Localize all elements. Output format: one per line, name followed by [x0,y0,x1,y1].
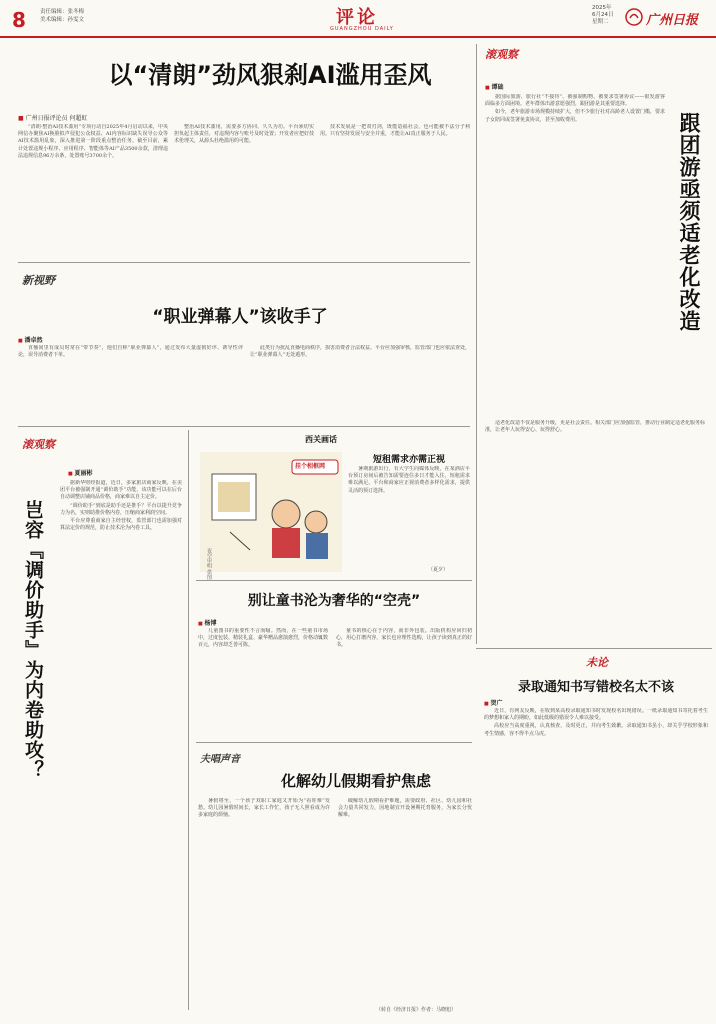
bottom-headline: 化解幼儿假期看护焦虑 [280,772,431,790]
right-bottom-paragraph-2: 高校应当高度重视，认真核查，及时更正，并向考生致歉。录取通知书虽小，却关乎学校形象和考生情感，容不得半点马虎。 [484,723,708,737]
bottom-tag: 夫唱声音 [200,754,240,765]
mid-paragraph-2: 此类行为扰乱直播电商秩序，损害消费者合法权益。平台应加强审核，监管部门也应依法查处，让“职业弹幕人”无处遁形。 [250,345,470,359]
cartoon-tag: 西关画话 [305,435,337,444]
section-title: 评论 [336,7,378,28]
logo-icon [625,8,643,26]
left-col-paragraph-2: “调价助手”到底是助手还是推手？平台以提升竞争力为名，实则助推价格内卷，压缩商家利润空间。 [60,502,182,516]
masthead [0,0,716,40]
mid2-paragraph-2: 童书的核心在于内容，而非外包装。出版机构应回归初心，用心打磨内容，家长也应理性选购，让孩子读到真正的好书。 [336,628,472,649]
right-top-body-1 [485,94,665,414]
mid-body-left [18,345,243,420]
date-line-3: 星期二 [592,19,609,25]
right-top-title: 跟团游亟须适老化改造 [677,112,702,332]
bottom-body-left [198,798,330,1003]
left-col-tag: 滚观察 [22,438,55,451]
cartoon-credit-text: 夜空申明 供图 [206,548,212,580]
right-bottom-body [484,708,708,1008]
right-top-author: ■ 谭础 [485,82,503,91]
lead-byline-text: 广州日报评论员 何超虹 [25,115,88,122]
right-bottom-headline: 录取通知书写错校名太不该 [517,680,674,695]
cartoon-credit [202,548,212,580]
lead-byline: ■ 广州日报评论员 何超虹 [18,115,88,122]
section-subtitle: GUANGZHOU DAILY [330,26,394,32]
lead-column-2 [174,124,314,256]
page-number: 8 [12,8,26,32]
left-col-body [60,480,182,1000]
lead-column-3 [320,124,470,256]
mid2-headline: 别让童书沦为奢华的“空壳” [247,593,421,609]
bottom-body-right [338,798,472,998]
left-col-paragraph-3: 平台应尊重商家自主经营权，监管部门也需加强对算法定价的规范，防止技术沦为内卷工具。 [60,518,182,532]
paper-logo [625,7,709,29]
mid-tag: 新视野 [22,274,55,287]
mid-body-right [250,345,470,420]
lead-paragraph-3: 技术发展是一把双刃剑，既能造福社会，也可能被不法分子利用。只有坚持发展与安全并重，才能让AI真正服务于人民。 [320,124,470,138]
left-col-paragraph-1: 据新华财经报道，近日，多家旅店商家反映，在美团平台被强制开通“调价助手”功能，该功能可以在后台自动调整店铺商品价格，商家难以自主定价。 [60,480,182,501]
cartoon-body [348,466,470,562]
mid2-body-right [336,628,472,736]
mid2-author: ■ 杨博 [198,618,216,627]
right-top-paragraph-3: 适老化改造不仅是服务升级，更是社会责任。相关部门应加强监管，推动行业制定适老化服务标准，让老年人玩得安心、玩得舒心。 [485,420,705,434]
bottom-paragraph-1: 暑假将至，一个孩子双职工家庭又开始为“看娃难”发愁。幼儿园暑假时间长，家长工作忙，孩子无人照看成为许多家庭的烦恼。 [198,798,330,819]
right-top-paragraph-2: 如今，老年旅游市场规模持续扩大，但不少旅行社对高龄老人设置门槛，要求子女陪同或签署免责协议，甚至加收费用。 [485,109,665,123]
mid-headline: “职业弹幕人”该收手了 [152,307,328,327]
editor-line-2: 美术编辑：孙雯文 [40,17,85,23]
lead-paragraph-2: 整治AI技术滥用，需要多方协同、久久为功。平台须切实担负起主体责任，对违规内容与账号及时处置；开发者应把好技术伦理关，从源头杜绝滥用的可能。 [174,124,314,145]
left-col-author: ■ 夏丽彬 [68,468,92,477]
right-bottom-tag: 未论 [586,656,608,669]
right-bottom-author: ■ 贺广 [484,698,502,707]
cartoon-headline: 短租需求亦需正视 [372,455,445,465]
bottom-paragraph-2: 破解幼儿假期看护难题，需要政府、社区、幼儿园和社会力量共同发力，因地制宜开设暑期托育服务，为家长分忧解难。 [338,798,472,819]
mid-paragraph-1: 直播间里有成员时常在“带节奏”，他们自称“职业弹幕人”，通过发布大量虚假好评、诱导性评论，误导消费者下单。 [18,345,243,359]
paper-name: 广州日报 [646,13,699,28]
lead-column-1 [18,124,168,256]
lead-paragraph-1: “清朗·整治AI技术滥用”专项行动自2025年4月启动以来，中央网信办聚焦AI换脸拟声侵犯公众权益、AI内容标识缺失误导公众等AI技术滥用乱象，深入推进第一阶段重点整治任务。截至目前，累计处置违规小程序、应用程序、智能体等AI产品3500余款，清理违法违规信息96万余条，处置账号3700余个。 [18,124,168,159]
mid2-body-left [198,628,328,736]
cartoon-paragraph-1: 暑期旅游出行，有大学生向媒体反映，在某酒店平台预订房间后被告知需要连住多日才能入住，短租需求难以满足。平台和商家应正视消费者多样化需求，提供灵活的预订选择。 [348,466,470,494]
right-bottom-paragraph-1: 近日，有网友反映，在收到某高校录取通知书时发现校名出现错误。一纸录取通知书寄托着考生的梦想和家人的期盼，如此低级的错误令人难以接受。 [484,708,708,722]
mid-author: ■ 潘卓然 [18,335,42,344]
mid2-paragraph-1: 儿童图书的重要性不言而喻。然而，在一些童书市场中，过度包装、精装礼盒、豪华赠品愈演愈烈，价格动辄数百元，内容却乏善可陈。 [198,628,328,649]
cartoon-sign: 挂个相框网 [295,463,326,470]
cartoon-byline: （夏夕） [428,567,449,573]
cartoon-illustration [200,452,342,572]
date-line-1: 2025年 [592,5,612,11]
bottom-byline: （转自《经济日报》作者：马晓旭） [376,1007,457,1013]
date-line-2: 6月24日 [592,12,614,18]
editor-line-1: 责任编辑：张冬梅 [40,9,85,15]
lead-headline: 以“清朗”劲风狠刹AI滥用歪风 [108,61,432,89]
right-top-body-2 [485,420,705,640]
cartoon-image [200,452,342,572]
right-top-paragraph-1: 据国际旅游、旅行社“不接待”、被强制购物、被要求签署协议——银发游客面临多方面困境。老年群体出游意愿强烈，跟团游是其重要选择。 [485,94,665,108]
left-col-title: 岂容『调价助手』为内卷助攻？ [22,500,44,780]
right-top-tag: 滚观察 [485,48,518,61]
